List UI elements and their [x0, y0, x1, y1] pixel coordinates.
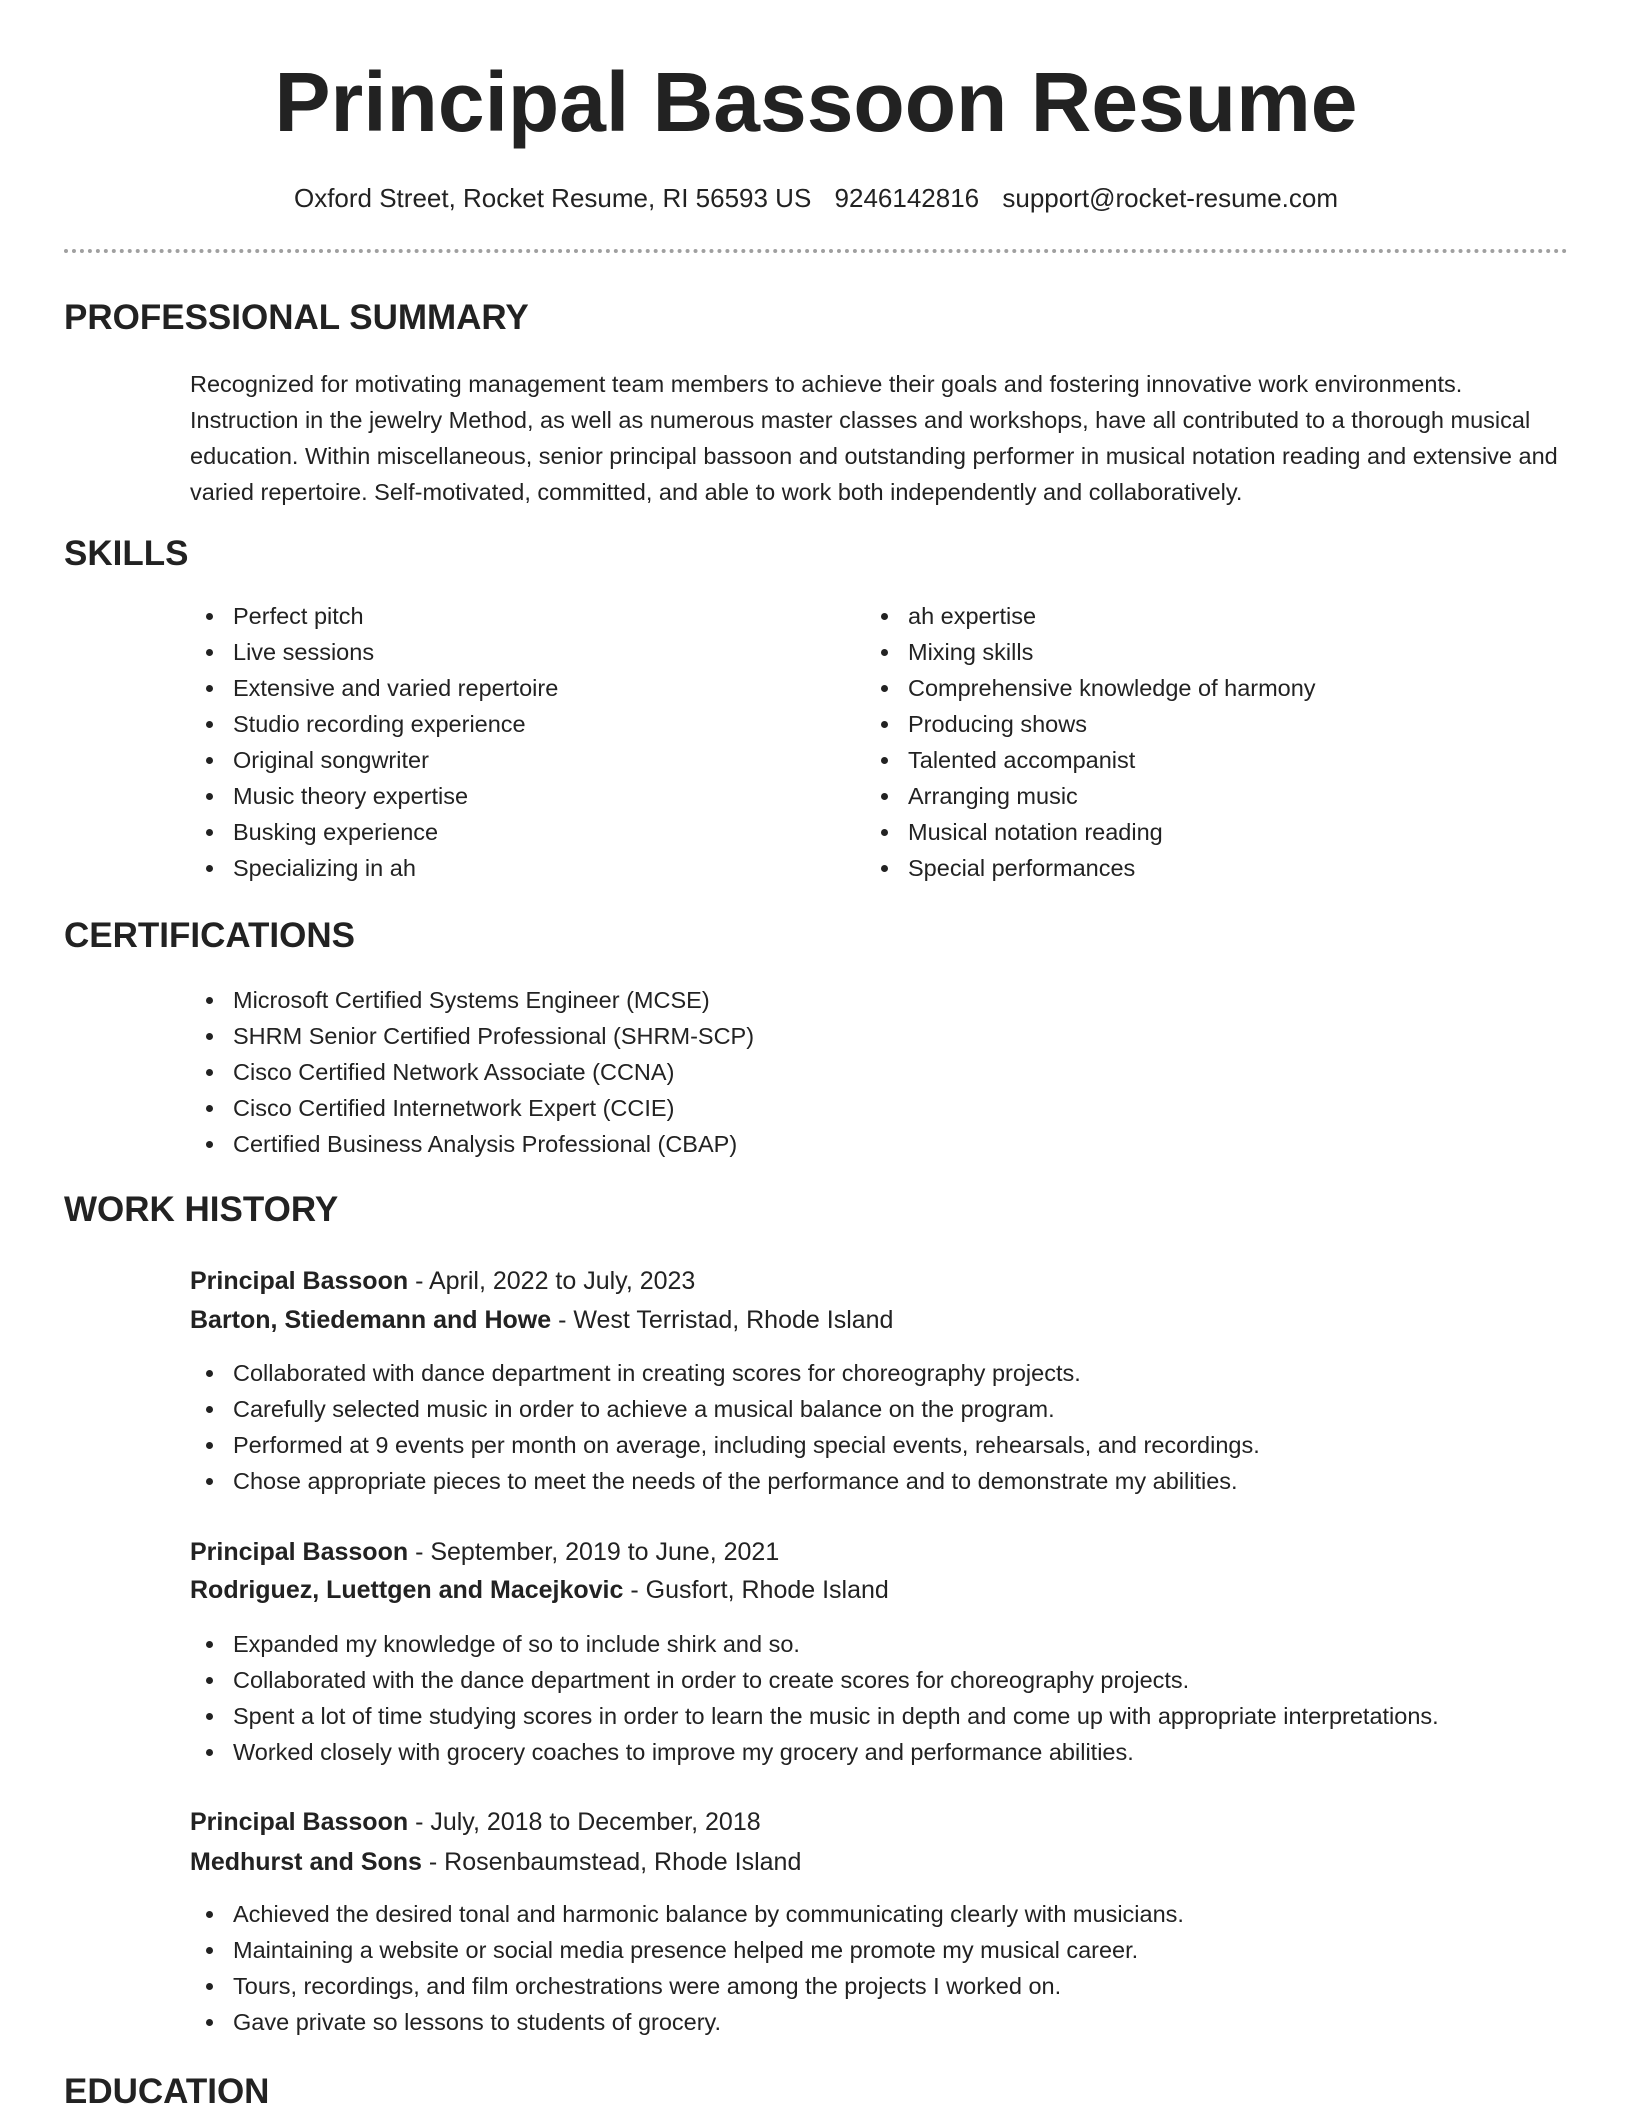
skill-item: Perfect pitch: [190, 598, 558, 634]
skill-item: Studio recording experience: [190, 706, 558, 742]
contact-line: [0, 180, 1632, 216]
certifications-heading: CERTIFICATIONS: [64, 916, 356, 955]
job-location: - Rosenbaumstead, Rhode Island: [421, 1848, 802, 1876]
job-duty-item: Achieved the desired tonal and harmonic balance by communicating clearly with musicians.: [190, 1896, 1184, 1932]
job-company: Medhurst and Sons: [190, 1848, 422, 1876]
skill-item: Musical notation reading: [865, 814, 1316, 850]
skill-item: Live sessions: [190, 634, 558, 670]
certification-item: SHRM Senior Certified Professional (SHRM-SCP): [190, 1018, 754, 1054]
job-company-line: [190, 1301, 893, 1339]
work-history-heading: WORK HISTORY: [64, 1190, 339, 1229]
job-duties-list: [190, 1896, 1184, 2040]
address-text: Oxford Street, Rocket Resume, RI 56593 US: [293, 183, 812, 213]
skill-item: Specializing in ah: [190, 850, 558, 886]
job-title-line: [190, 1803, 761, 1841]
skills-list-right: [865, 598, 1316, 886]
job-title-line: [190, 1533, 779, 1571]
job-duties-list: [190, 1355, 1260, 1499]
job-duty-item: Gave private so lessons to students of grocery.: [190, 2004, 1184, 2040]
certification-item: Cisco Certified Internetwork Expert (CCIE): [190, 1090, 754, 1126]
job-title-line: [190, 1262, 695, 1300]
skill-item: Mixing skills: [865, 634, 1316, 670]
skill-item: Comprehensive knowledge of harmony: [865, 670, 1316, 706]
summary-heading: PROFESSIONAL SUMMARY: [64, 298, 529, 337]
job-dates: - July, 2018 to December, 2018: [408, 1808, 761, 1836]
email-text: support@rocket-resume.com: [1002, 183, 1339, 213]
job-company: Rodriguez, Luettgen and Macejkovic: [190, 1576, 624, 1604]
job-duty-item: Spent a lot of time studying scores in order to learn the music in depth and come up with appropriate interpretations.: [190, 1698, 1439, 1734]
resume-title: Principal Bassoon Resume: [274, 55, 1358, 149]
header-divider: [64, 249, 1568, 253]
skill-item: Original songwriter: [190, 742, 558, 778]
job-duty-item: Tours, recordings, and film orchestrations were among the projects I worked on.: [190, 1968, 1184, 2004]
job-dates: - September, 2019 to June, 2021: [408, 1538, 780, 1566]
skill-item: Music theory expertise: [190, 778, 558, 814]
job-duty-item: Worked closely with grocery coaches to improve my grocery and performance abilities.: [190, 1734, 1439, 1770]
skills-heading: SKILLS: [64, 534, 189, 573]
job-duty-item: Collaborated with dance department in creating scores for choreography projects.: [190, 1355, 1260, 1391]
job-dates: - April, 2022 to July, 2023: [408, 1267, 696, 1295]
skills-list-left: [190, 598, 558, 886]
job-duty-item: Collaborated with the dance department in order to create scores for choreography projects.: [190, 1662, 1439, 1698]
job-location: - Gusfort, Rhode Island: [623, 1576, 889, 1604]
job-title: Principal Bassoon: [190, 1267, 409, 1295]
job-duty-item: Expanded my knowledge of so to include shirk and so.: [190, 1626, 1439, 1662]
certifications-list: [190, 982, 754, 1162]
job-title: Principal Bassoon: [190, 1808, 409, 1836]
summary-text: Recognized for motivating management team members to achieve their goals and fostering innovative work environments. Instruction in the jewelry Method, as well as numerous master classes and workshops, have all contributed to a thorough musical education. Within miscellaneous, senior principal bassoon and outstanding performer in musical notation reading and extensive and varied repertoire. Self-motivated, committed, and able to work both independently and collaboratively.: [190, 371, 1558, 505]
job-duties-list: [190, 1626, 1439, 1770]
job-location: - West Terristad, Rhode Island: [551, 1306, 894, 1334]
job-company: Barton, Stiedemann and Howe: [190, 1306, 552, 1334]
skill-item: Talented accompanist: [865, 742, 1316, 778]
job-duty-item: Performed at 9 events per month on average, including special events, rehearsals, and recordings.: [190, 1427, 1260, 1463]
job-title: Principal Bassoon: [190, 1538, 409, 1566]
skill-item: Arranging music: [865, 778, 1316, 814]
job-company-line: [190, 1571, 889, 1609]
job-duty-item: Chose appropriate pieces to meet the needs of the performance and to demonstrate my abilities.: [190, 1463, 1260, 1499]
job-duty-item: Maintaining a website or social media presence helped me promote my musical career.: [190, 1932, 1184, 1968]
phone-text: 9246142816: [834, 183, 980, 213]
skill-item: Extensive and varied repertoire: [190, 670, 558, 706]
skill-item: Special performances: [865, 850, 1316, 886]
skill-item: Busking experience: [190, 814, 558, 850]
education-heading: EDUCATION: [64, 2072, 270, 2111]
job-company-line: [190, 1843, 801, 1881]
job-duty-item: Carefully selected music in order to achieve a musical balance on the program.: [190, 1391, 1260, 1427]
skill-item: ah expertise: [865, 598, 1316, 634]
certification-item: Certified Business Analysis Professional (CBAP): [190, 1126, 754, 1162]
certification-item: Microsoft Certified Systems Engineer (MCSE): [190, 982, 754, 1018]
skill-item: Producing shows: [865, 706, 1316, 742]
certification-item: Cisco Certified Network Associate (CCNA): [190, 1054, 754, 1090]
